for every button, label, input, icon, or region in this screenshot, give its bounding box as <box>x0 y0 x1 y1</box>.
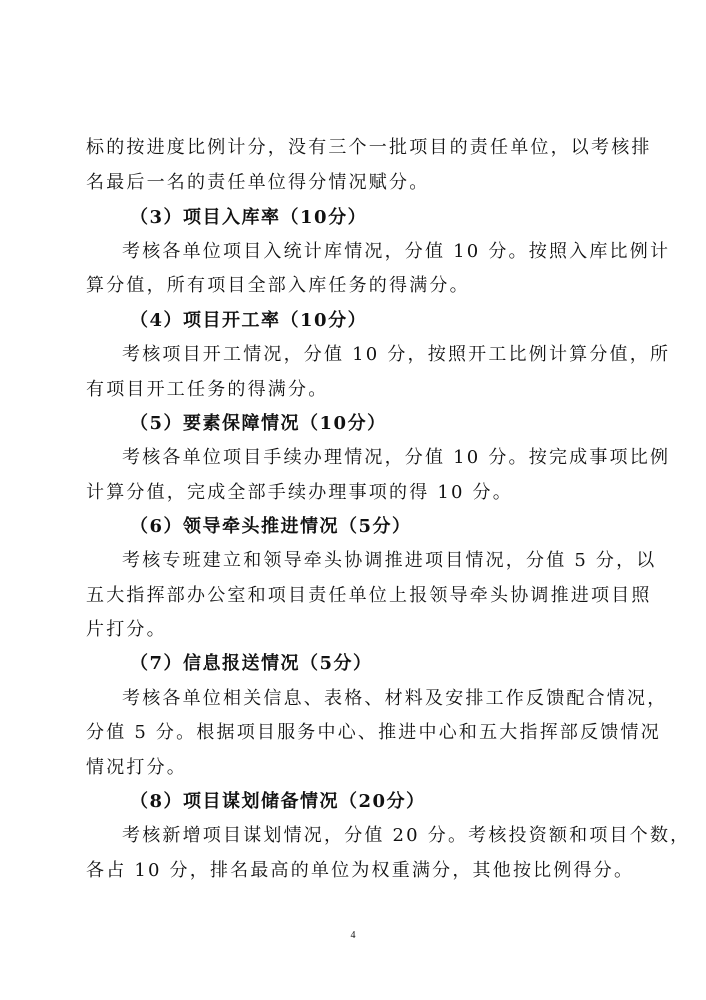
section-heading-6: （6）领导牵头推进情况（5分） <box>130 516 412 537</box>
page-number: 4 <box>350 930 356 941</box>
section-heading-3: （3）项目入库率（10分） <box>130 207 368 228</box>
body-text-line: 有项目开工任务的得满分。 <box>86 379 329 400</box>
body-text-line: 各占 10 分，排名最高的单位为权重满分，其他按比例得分。 <box>86 860 635 881</box>
body-text-line: 考核项目开工情况，分值 10 分，按照开工比例计算分值，所 <box>122 344 671 365</box>
body-text-line: 情况打分。 <box>86 757 187 778</box>
body-text-line: 五大指挥部办公室和项目责任单位上报领导牵头协调推进项目照 <box>86 585 652 606</box>
body-text-line: 算分值，所有项目全部入库任务的得满分。 <box>86 275 470 296</box>
section-heading-7: （7）信息报送情况（5分） <box>130 653 373 674</box>
section-heading-4: （4）项目开工率（10分） <box>130 310 368 331</box>
body-text-line: 名最后一名的责任单位得分情况赋分。 <box>86 172 430 193</box>
section-heading-5: （5）要素保障情况（10分） <box>130 413 387 434</box>
body-text-line: 考核新增项目谋划情况，分值 20 分。考核投资额和项目个数， <box>122 825 691 846</box>
body-text-line: 片打分。 <box>86 619 167 640</box>
body-text-line: 标的按进度比例计分，没有三个一批项目的责任单位，以考核排 <box>86 137 652 158</box>
body-text-line: 考核各单位项目入统计库情况，分值 10 分。按照入库比例计 <box>122 241 671 262</box>
body-text-line: 考核各单位相关信息、表格、材料及安排工作反馈配合情况， <box>122 688 668 709</box>
section-heading-8: （8）项目谋划储备情况（20分） <box>130 791 426 812</box>
body-text-line: 计算分值，完成全部手续办理事项的得 10 分。 <box>86 482 513 503</box>
body-text-line: 考核各单位项目手续办理情况，分值 10 分。按完成事项比例 <box>122 447 671 468</box>
body-text-line: 分值 5 分。根据项目服务中心、推进中心和五大指挥部反馈情况 <box>86 722 661 743</box>
body-text-line: 考核专班建立和领导牵头协调推进项目情况，分值 5 分，以 <box>122 550 657 571</box>
